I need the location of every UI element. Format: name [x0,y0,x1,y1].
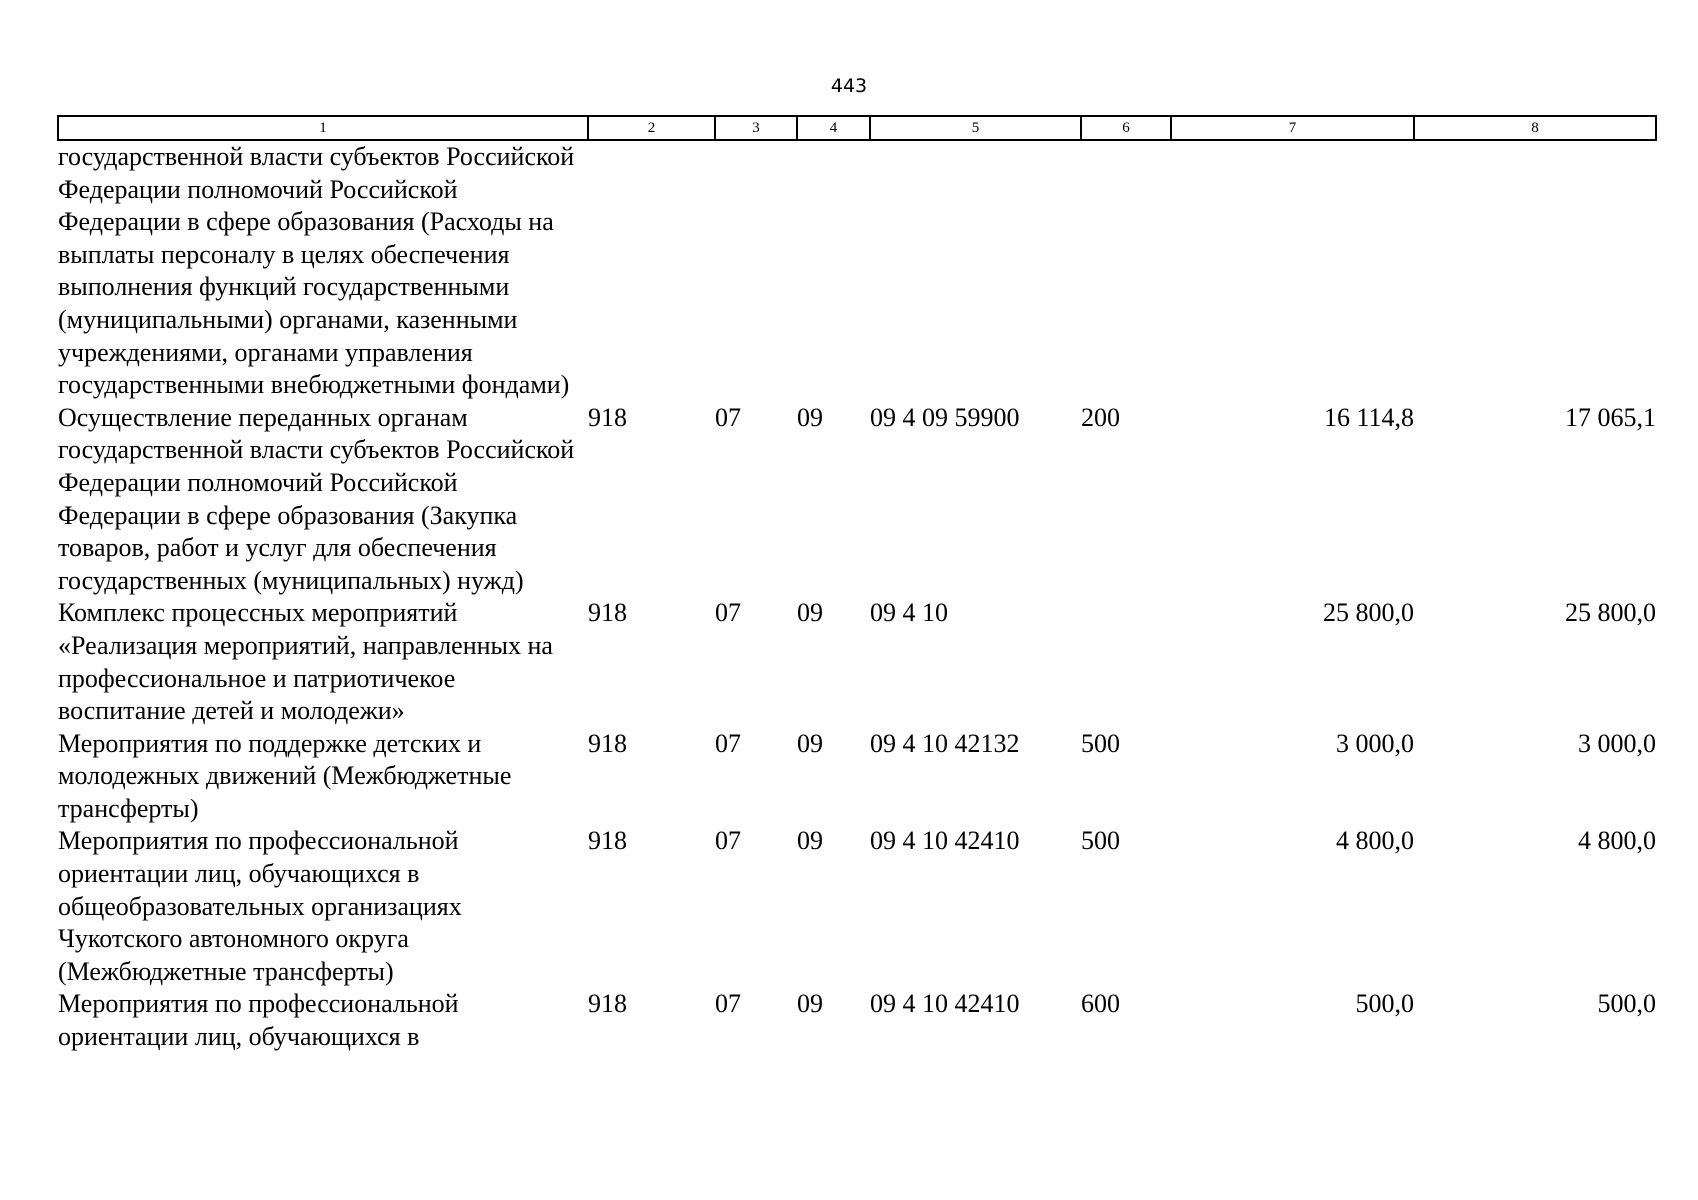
expense-type-cell: 600 [1081,989,1120,1019]
subsection-cell: 09 [797,826,823,856]
admin-code-cell: 918 [588,826,627,856]
amount-cell-7: 3 000,0 [1336,728,1414,758]
subsection-cell: 09 [797,402,823,432]
column-number-header [58,116,1656,140]
column-header-6: 6 [1081,116,1171,140]
table-row [58,988,1656,1053]
table-row [58,402,1656,598]
page-number: 443 [830,75,868,97]
table-row [58,825,1656,988]
amount-cell-7: 25 800,0 [1323,598,1414,628]
subsection-cell [797,140,870,402]
row-name-cell: Комплекс процессных мероприятий «Реализация мероприятий, направленных на профессиональное и патриотичекое воспитание детей и молодежи» [58,598,553,726]
admin-code-cell: 918 [588,989,627,1019]
column-header-8: 8 [1414,116,1656,140]
admin-code-cell: 918 [588,728,627,758]
admin-code-cell: 918 [588,598,627,628]
row-name-cell: Осуществление переданных органам государственной власти субъектов Российской Федерации полномочий Российской Федерации в сфере образования (Закупка товаров, работ и услуг для обеспечения государственных (муниципальных) нужд) [58,402,575,595]
target-article-cell: 09 4 10 42410 [870,826,1020,856]
amount-cell-8: 25 800,0 [1565,598,1656,628]
expense-type-cell: 200 [1081,402,1120,432]
amount-cell-8: 3 000,0 [1578,728,1656,758]
header-row [58,116,1656,140]
section-cell: 07 [715,598,741,628]
section-cell: 07 [715,826,741,856]
target-article-cell: 09 4 10 42410 [870,989,1020,1019]
amount-cell-7: 4 800,0 [1336,826,1414,856]
section-cell: 07 [715,989,741,1019]
target-article-cell: 09 4 10 42132 [870,728,1020,758]
target-article-cell: 09 4 10 [870,598,948,628]
section-cell: 07 [715,728,741,758]
target-article-cell: 09 4 09 59900 [870,402,1020,432]
column-header-1: 1 [58,116,588,140]
row-name-cell: Мероприятия по профессиональной ориентации лиц, обучающихся в общеобразовательных организациях Чукотского автономного округа (Межбюджетные трансферты) [58,826,462,986]
section-cell [715,140,797,402]
subsection-cell: 09 [797,989,823,1019]
column-header-3: 3 [715,116,797,140]
subsection-cell: 09 [797,598,823,628]
expense-type-cell: 500 [1081,826,1120,856]
column-header-4: 4 [797,116,870,140]
table-row [58,140,1656,402]
amount-cell-7: 500,0 [1355,989,1414,1019]
amount-cell-8: 500,0 [1597,989,1656,1019]
admin-code-cell: 918 [588,402,627,432]
amount-cell-7: 16 114,8 [1323,402,1414,432]
column-header-7: 7 [1171,116,1414,140]
admin-code-cell [588,140,715,402]
section-cell: 07 [715,402,741,432]
budget-table [57,115,1657,1054]
row-name-cell: Мероприятия по профессиональной ориентации лиц, обучающихся в [58,989,459,1052]
row-name-cell: государственной власти субъектов Российской Федерации полномочий Российской Федерации в сфере образования (Расходы на выплаты персоналу в целях обеспечения выполнения функций государственными (муниципальными) органами, казенными учреждениями, органами управления государственными внебюджетными фондами) [58,142,575,400]
row-name-cell: Мероприятия по поддержке детских и молодежных движений (Межбюджетные трансферты) [58,728,512,823]
amount-cell-7 [1171,140,1414,402]
table-row [58,597,1656,727]
column-header-2: 2 [588,116,715,140]
expense-type-cell [1081,140,1171,402]
table-body [58,140,1656,1054]
amount-cell-8 [1414,140,1656,402]
column-header-5: 5 [870,116,1081,140]
amount-cell-8: 4 800,0 [1578,826,1656,856]
table-row [58,728,1656,826]
subsection-cell: 09 [797,728,823,758]
expense-type-cell [1081,597,1171,727]
amount-cell-8: 17 065,1 [1565,402,1656,432]
target-article-cell [870,140,1081,402]
expense-type-cell: 500 [1081,728,1120,758]
